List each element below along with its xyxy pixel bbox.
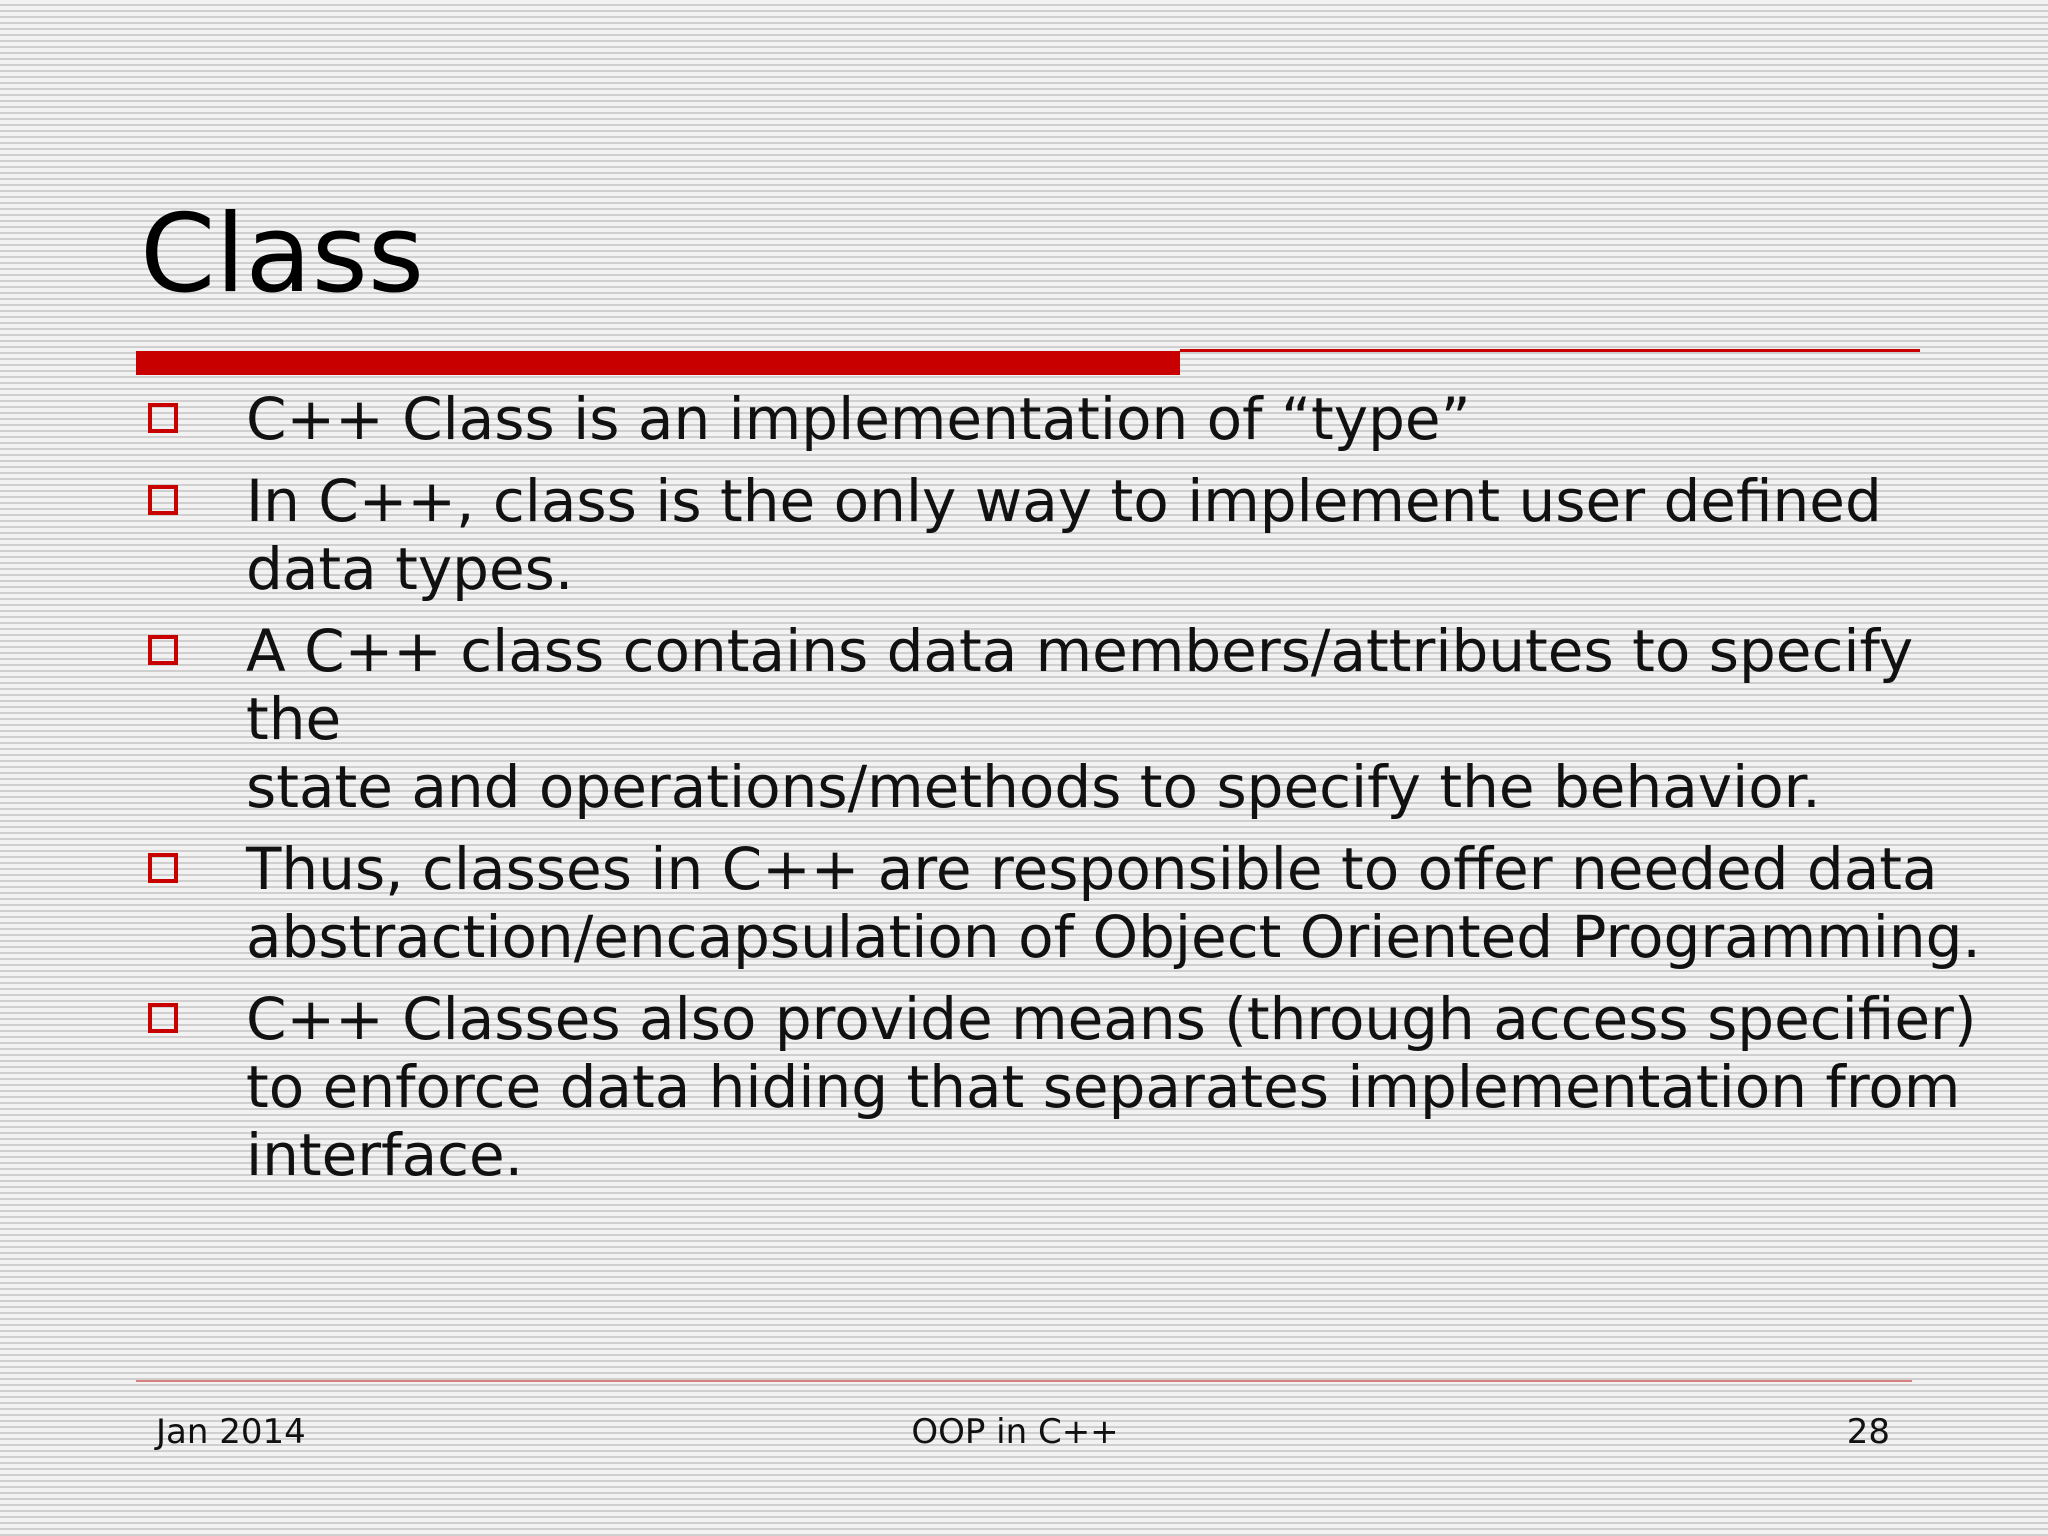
footer-divider bbox=[136, 1380, 1912, 1382]
bullet-item bbox=[0, 467, 2048, 603]
bullet-text: A C++ class contains data members/attributes to specify the state and operations/methods to specify the behavior. bbox=[246, 617, 1914, 821]
bullet-text: In C++, class is the only way to implement user defined data types. bbox=[246, 467, 1882, 603]
title-underline-thick bbox=[136, 351, 1180, 375]
hollow-square-icon bbox=[148, 635, 178, 665]
hollow-square-icon bbox=[148, 403, 178, 433]
footer-course-title: OOP in C++ bbox=[911, 1412, 1119, 1452]
bullet-item bbox=[0, 385, 2048, 453]
hollow-square-icon bbox=[148, 853, 178, 883]
title-underline-thin bbox=[1180, 349, 1920, 352]
bullet-item bbox=[0, 985, 2048, 1189]
bullet-list bbox=[0, 385, 2048, 1189]
bullet-item bbox=[0, 835, 2048, 971]
slide-number: 28 bbox=[1846, 1412, 1890, 1452]
bullet-item bbox=[0, 617, 2048, 821]
hollow-square-icon bbox=[148, 1003, 178, 1033]
hollow-square-icon bbox=[148, 485, 178, 515]
bullet-text: C++ Classes also provide means (through access specifier) to enforce data hiding that separates implementation from interface. bbox=[246, 985, 1977, 1189]
bullet-text: Thus, classes in C++ are responsible to offer needed data abstraction/encapsulation of Object Oriented Programming. bbox=[246, 835, 1981, 971]
footer-date: Jan 2014 bbox=[156, 1412, 306, 1452]
bullet-text: C++ Class is an implementation of “type” bbox=[246, 385, 1471, 453]
slide-title: Class bbox=[140, 192, 425, 317]
